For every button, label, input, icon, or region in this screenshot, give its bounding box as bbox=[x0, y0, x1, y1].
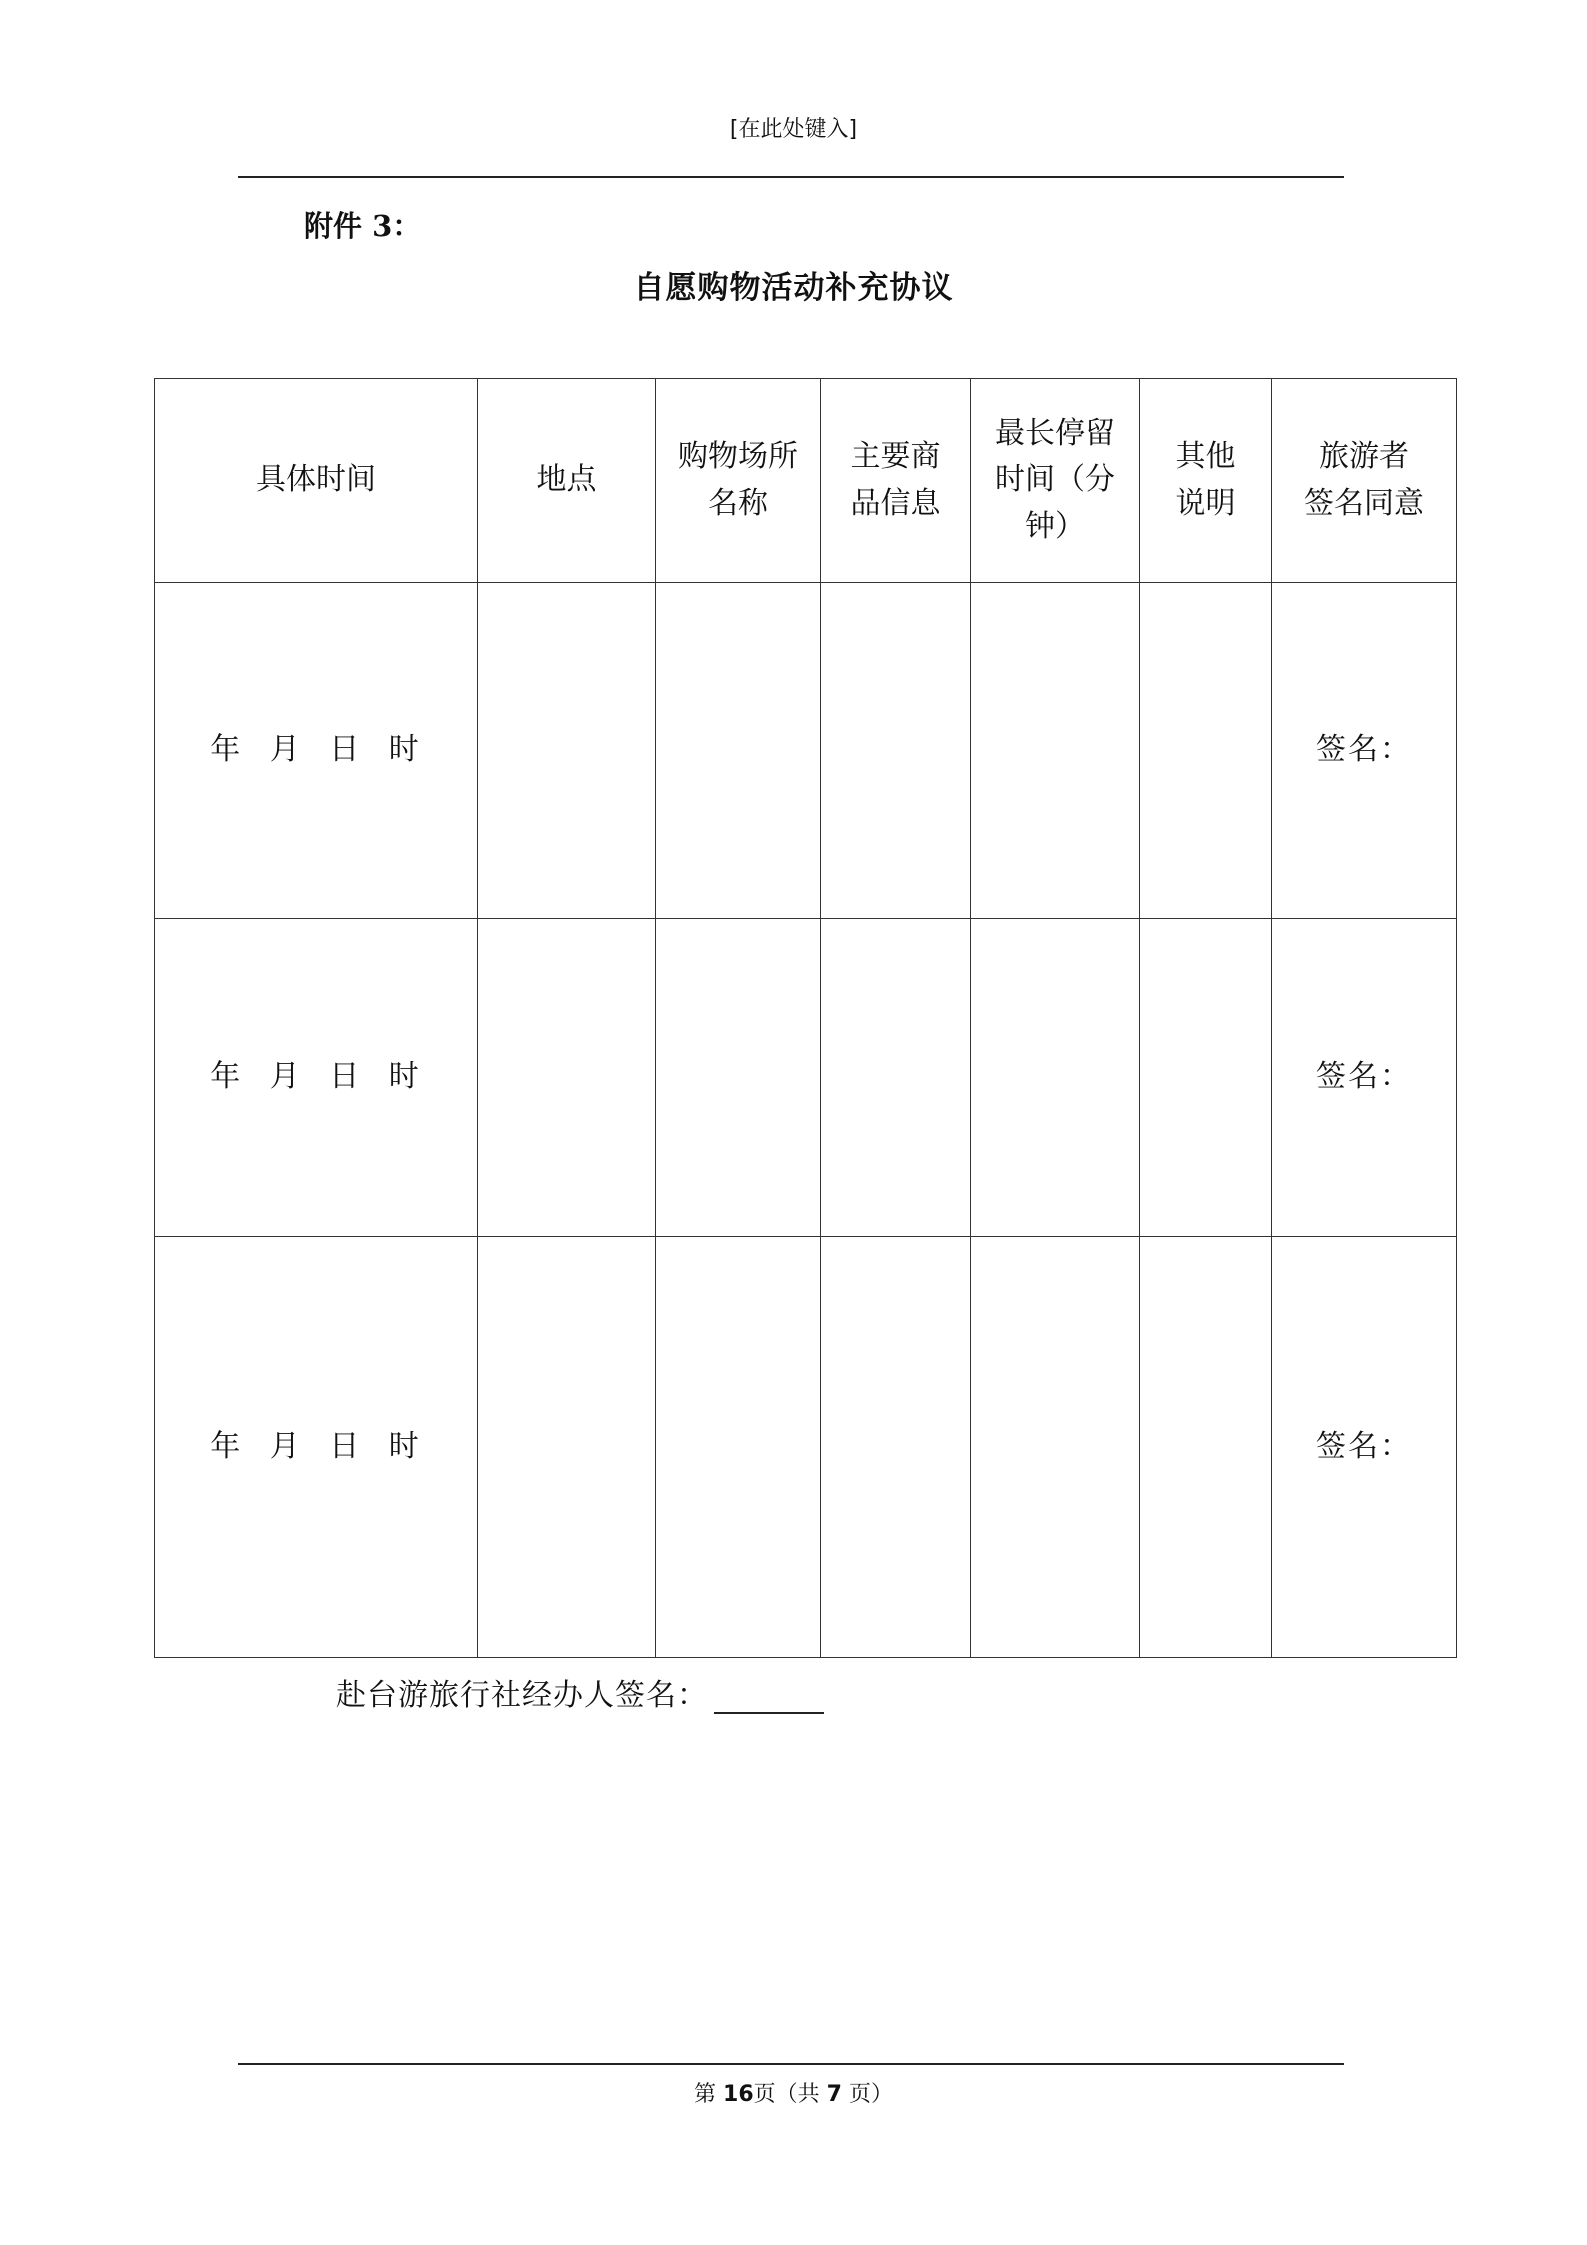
max-stay-cell[interactable] bbox=[971, 583, 1140, 919]
location-cell[interactable] bbox=[478, 1237, 656, 1658]
location-cell[interactable] bbox=[478, 919, 656, 1237]
footer-rule bbox=[238, 2063, 1344, 2065]
header-rule bbox=[238, 176, 1344, 178]
max-stay-cell[interactable] bbox=[971, 919, 1140, 1237]
attachment-label: 附件 3： bbox=[304, 209, 422, 243]
header-time: 具体时间 bbox=[155, 379, 478, 583]
location-cell[interactable] bbox=[478, 583, 656, 919]
agent-signature-line[interactable] bbox=[714, 1682, 824, 1714]
current-page-number: 16 bbox=[723, 2082, 754, 2107]
document-title: 自愿购物活动补充协议 bbox=[633, 270, 954, 306]
shop-name-cell[interactable] bbox=[656, 583, 821, 919]
signature-cell[interactable]: 签名： bbox=[1272, 583, 1457, 919]
other-notes-cell[interactable] bbox=[1140, 583, 1272, 919]
shopping-agreement-table bbox=[154, 378, 1457, 1658]
page-header: [在此处键入] bbox=[729, 117, 858, 142]
header-goods-info: 主要商 品信息 bbox=[821, 379, 971, 583]
table-row bbox=[155, 1237, 1457, 1658]
header-max-stay: 最长停留 时间（分 钟） bbox=[971, 379, 1140, 583]
signature-cell[interactable]: 签名： bbox=[1272, 1237, 1457, 1658]
max-stay-cell[interactable] bbox=[971, 1237, 1140, 1658]
other-notes-cell[interactable] bbox=[1140, 919, 1272, 1237]
date-time-cell[interactable]: 年 月 日 时 bbox=[155, 1237, 478, 1658]
goods-info-cell[interactable] bbox=[821, 583, 971, 919]
header-shop-name: 购物场所 名称 bbox=[656, 379, 821, 583]
agent-signature-label: 赴台游旅行社经办人签名： bbox=[336, 1678, 708, 1713]
table-row bbox=[155, 583, 1457, 919]
date-time-cell[interactable]: 年 月 日 时 bbox=[155, 583, 478, 919]
header-location: 地点 bbox=[478, 379, 656, 583]
page-footer: 第 16页（共 7 页） bbox=[694, 2082, 893, 2107]
shop-name-cell[interactable] bbox=[656, 1237, 821, 1658]
header-tourist-consent: 旅游者 签名同意 bbox=[1272, 379, 1457, 583]
goods-info-cell[interactable] bbox=[821, 1237, 971, 1658]
shop-name-cell[interactable] bbox=[656, 919, 821, 1237]
other-notes-cell[interactable] bbox=[1140, 1237, 1272, 1658]
date-time-cell[interactable]: 年 月 日 时 bbox=[155, 919, 478, 1237]
header-other-notes: 其他 说明 bbox=[1140, 379, 1272, 583]
goods-info-cell[interactable] bbox=[821, 919, 971, 1237]
table-row bbox=[155, 919, 1457, 1237]
table-header-row bbox=[155, 379, 1457, 583]
signature-cell[interactable]: 签名： bbox=[1272, 919, 1457, 1237]
agent-signature bbox=[336, 1670, 824, 1714]
total-page-number: 7 bbox=[826, 2082, 842, 2107]
